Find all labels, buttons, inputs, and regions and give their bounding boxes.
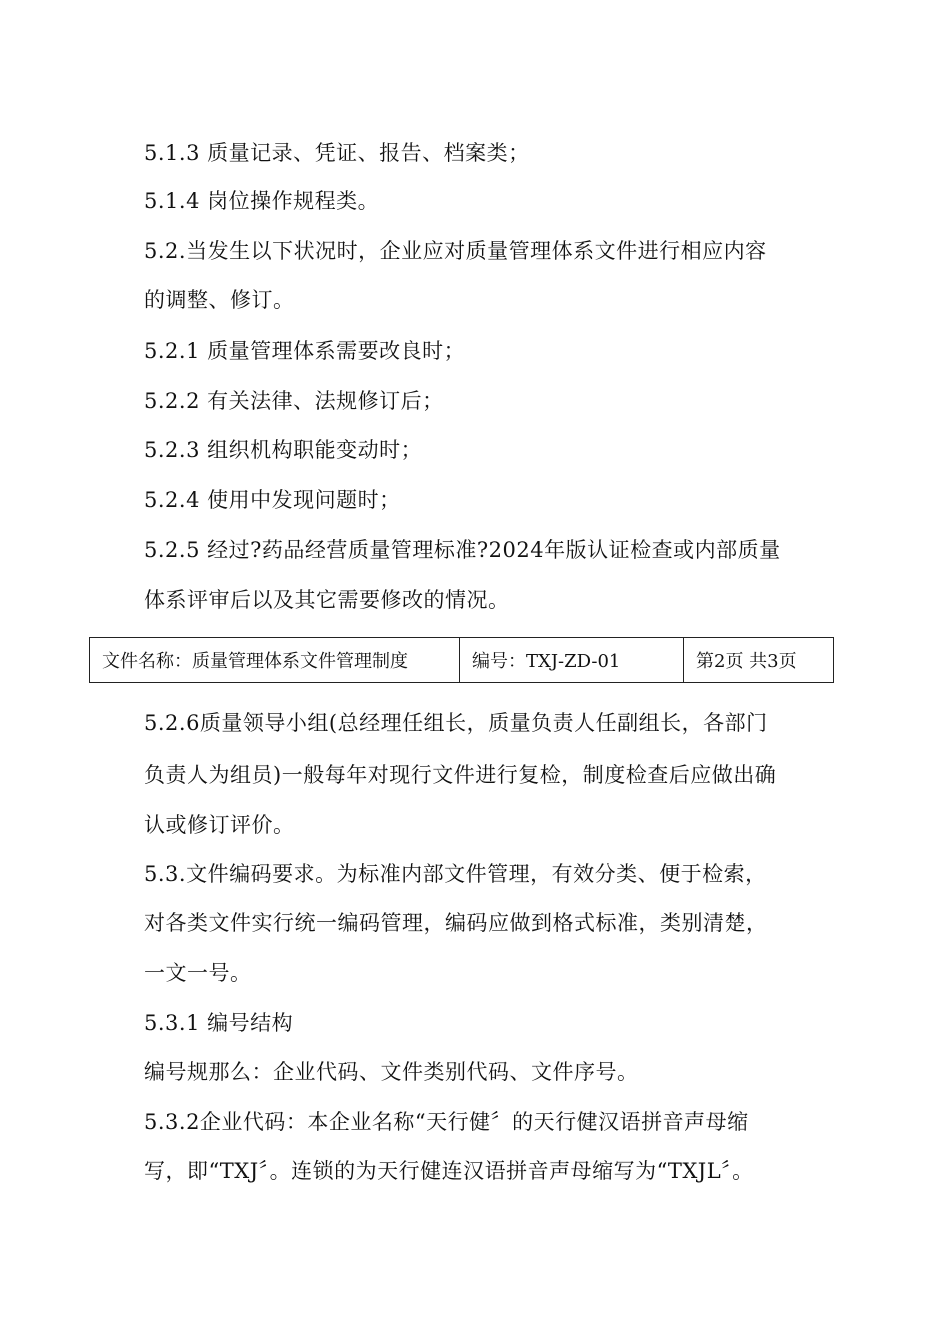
page-info-cell: 第2页 共3页	[696, 651, 797, 672]
text-line: 5.2.3 组织机构职能变动时；	[144, 438, 423, 462]
text-line: 5.2.6质量领导小组(总经理任组长，质量负责人任副组长，各部门	[144, 711, 768, 735]
text-line: 对各类文件实行统一编码管理，编码应做到格式标准，类别清楚，	[144, 911, 768, 935]
text-line: 5.2.4 使用中发现问题时；	[144, 488, 401, 512]
text-line: 5.3.1 编号结构	[144, 1011, 294, 1035]
text-line: 5.3.2企业代码：本企业名称“天行健〞的天行健汉语拼音声母缩	[144, 1110, 749, 1134]
document-header-table	[89, 637, 834, 683]
text-line: 负责人为组员)一般每年对现行文件进行复检，制度检查后应做出确	[144, 763, 777, 787]
text-line: 5.2.当发生以下状况时，企业应对质量管理体系文件进行相应内容	[144, 239, 767, 263]
text-line: 5.1.4 岗位操作规程类。	[144, 189, 380, 213]
doc-number-cell: 编号：TXJ-ZD-01	[460, 638, 684, 682]
text-line: 编号规那么：企业代码、文件类别代码、文件序号。	[144, 1060, 639, 1084]
text-line: 5.1.3 质量记录、凭证、报告、档案类；	[144, 141, 530, 165]
text-line: 的调整、修订。	[144, 288, 295, 312]
text-line: 5.3.文件编码要求。为标准内部文件管理，有效分类、便于检索，	[144, 862, 767, 886]
doc-name-cell: 文件名称：质量管理体系文件管理制度	[90, 638, 460, 682]
text-line: 写，即“TXJ〞。连锁的为天行健连汉语拼音声母缩写为“TXJL〞。	[144, 1159, 754, 1183]
text-line: 认或修订评价。	[144, 813, 295, 837]
text-line: 5.2.5 经过?药品经营质量管理标准?2024年版认证检查或内部质量	[144, 538, 781, 562]
text-line: 5.2.1 质量管理体系需要改良时；	[144, 339, 466, 363]
text-line: 5.2.2 有关法律、法规修订后；	[144, 389, 444, 413]
text-line: 体系评审后以及其它需要修改的情况。	[144, 588, 510, 612]
text-line: 一文一号。	[144, 961, 252, 985]
